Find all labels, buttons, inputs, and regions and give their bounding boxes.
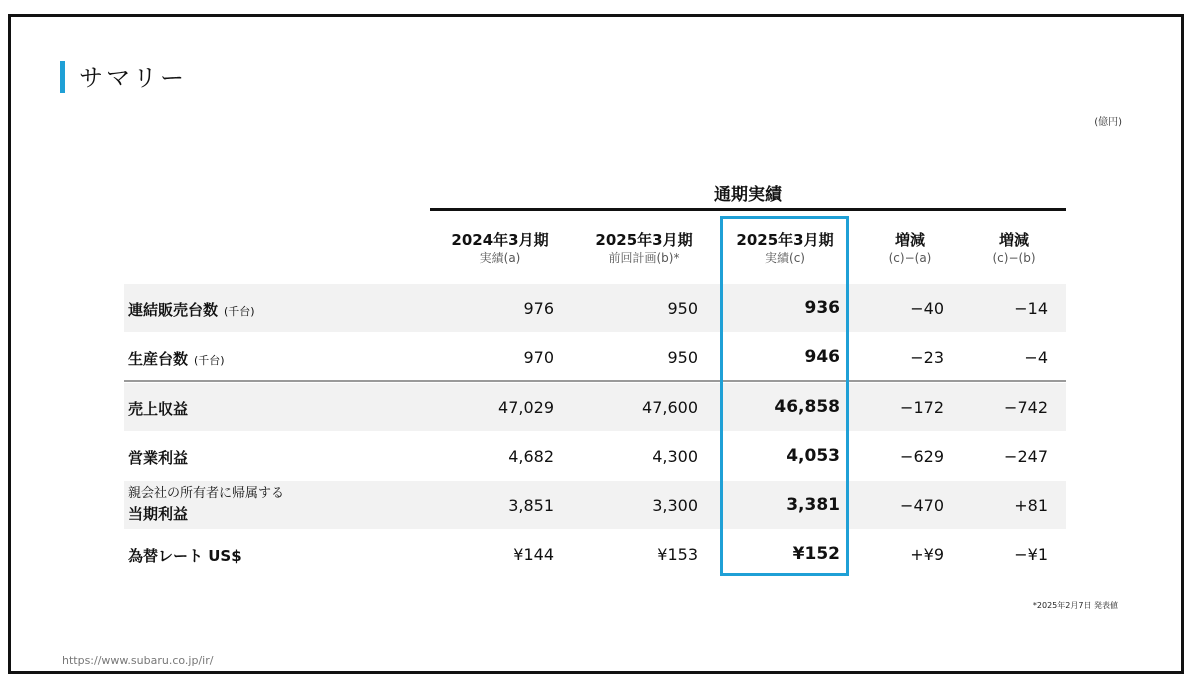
- cell-diff-ca: −40: [910, 299, 944, 318]
- row-label-line1: 親会社の所有者に帰属する: [128, 486, 285, 501]
- unit-label: (億円): [1094, 117, 1122, 128]
- page-title: サマリー: [79, 64, 187, 92]
- title-accent-bar: [60, 61, 65, 93]
- column-header-title: 2025年3月期: [595, 231, 693, 249]
- cell-2025-plan: 4,300: [652, 447, 698, 466]
- row-divider: [124, 380, 1066, 382]
- cell-2024-actual: 970: [523, 348, 554, 367]
- group-header: 通期実績: [714, 185, 782, 205]
- row-label-text: 生産台数: [128, 350, 189, 368]
- cell-2024-actual: ¥144: [513, 545, 554, 564]
- cell-2024-actual: 47,029: [498, 398, 554, 417]
- column-header-title: 2025年3月期: [736, 231, 834, 249]
- row-label: 売上収益: [128, 400, 189, 418]
- cell-2025-plan: ¥153: [657, 545, 698, 564]
- column-header-subtitle: (c)−(b): [992, 251, 1036, 265]
- cell-diff-cb: −742: [1004, 398, 1048, 417]
- cell-2025-plan: 950: [667, 348, 698, 367]
- table-row-revenue: [124, 383, 1066, 431]
- row-label: 営業利益: [128, 449, 189, 467]
- row-label: [128, 484, 284, 524]
- column-header-2025-plan: [584, 230, 704, 266]
- row-label: [128, 299, 255, 320]
- source-url: https://www.subaru.co.jp/ir/: [62, 654, 214, 667]
- table-row-net-income: [124, 481, 1066, 529]
- cell-2025-actual: 4,053: [786, 446, 840, 466]
- column-header-subtitle: 実績(a): [479, 251, 521, 265]
- group-header-rule: [430, 208, 1066, 211]
- column-header-title: 増減: [998, 231, 1029, 249]
- row-label-text: 連結販売台数: [128, 301, 219, 319]
- cell-diff-cb: −¥1: [1014, 545, 1048, 564]
- cell-2025-plan: 3,300: [652, 496, 698, 515]
- cell-2024-actual: 3,851: [508, 496, 554, 515]
- cell-2024-actual: 4,682: [508, 447, 554, 466]
- footnote: *2025年2月7日 発表値: [1032, 601, 1118, 610]
- cell-2024-actual: 976: [523, 299, 554, 318]
- cell-diff-ca: +¥9: [910, 545, 944, 564]
- column-header-title: 増減: [894, 231, 925, 249]
- cell-2025-actual: 46,858: [774, 397, 840, 417]
- column-header-subtitle: 実績(c): [765, 251, 805, 265]
- cell-diff-ca: −172: [900, 398, 944, 417]
- column-header-subtitle: (c)−(a): [888, 251, 932, 265]
- row-label-unit: (千台): [224, 305, 255, 318]
- cell-diff-ca: −23: [910, 348, 944, 367]
- column-header-diff-ca: [866, 230, 954, 266]
- table-row-operating-income: [124, 432, 1066, 480]
- row-label: 為替レート US$: [128, 547, 242, 565]
- row-label-line2: 当期利益: [128, 505, 189, 523]
- table-row-sales-units: [124, 284, 1066, 332]
- column-header-diff-cb: [970, 230, 1058, 266]
- cell-2025-plan: 950: [667, 299, 698, 318]
- table-row-exchange-rate: [124, 530, 1066, 578]
- cell-2025-actual: ¥152: [792, 544, 840, 564]
- cell-diff-cb: −4: [1024, 348, 1048, 367]
- cell-2025-actual: 946: [804, 347, 840, 367]
- row-label: [128, 348, 225, 369]
- cell-diff-ca: −629: [900, 447, 944, 466]
- column-header-subtitle: 前回計画(b)*: [608, 251, 680, 265]
- cell-diff-ca: −470: [900, 496, 944, 515]
- table-row-production-units: [124, 333, 1066, 381]
- cell-diff-cb: +81: [1014, 496, 1048, 515]
- highlight-column-2025-actual: [720, 216, 849, 576]
- cell-2025-plan: 47,600: [642, 398, 698, 417]
- column-header-title: 2024年3月期: [451, 231, 549, 249]
- cell-2025-actual: 3,381: [786, 495, 840, 515]
- cell-2025-actual: 936: [804, 298, 840, 318]
- row-label-unit: (千台): [194, 354, 225, 367]
- cell-diff-cb: −247: [1004, 447, 1048, 466]
- cell-diff-cb: −14: [1014, 299, 1048, 318]
- column-header-2024-actual: [442, 230, 558, 266]
